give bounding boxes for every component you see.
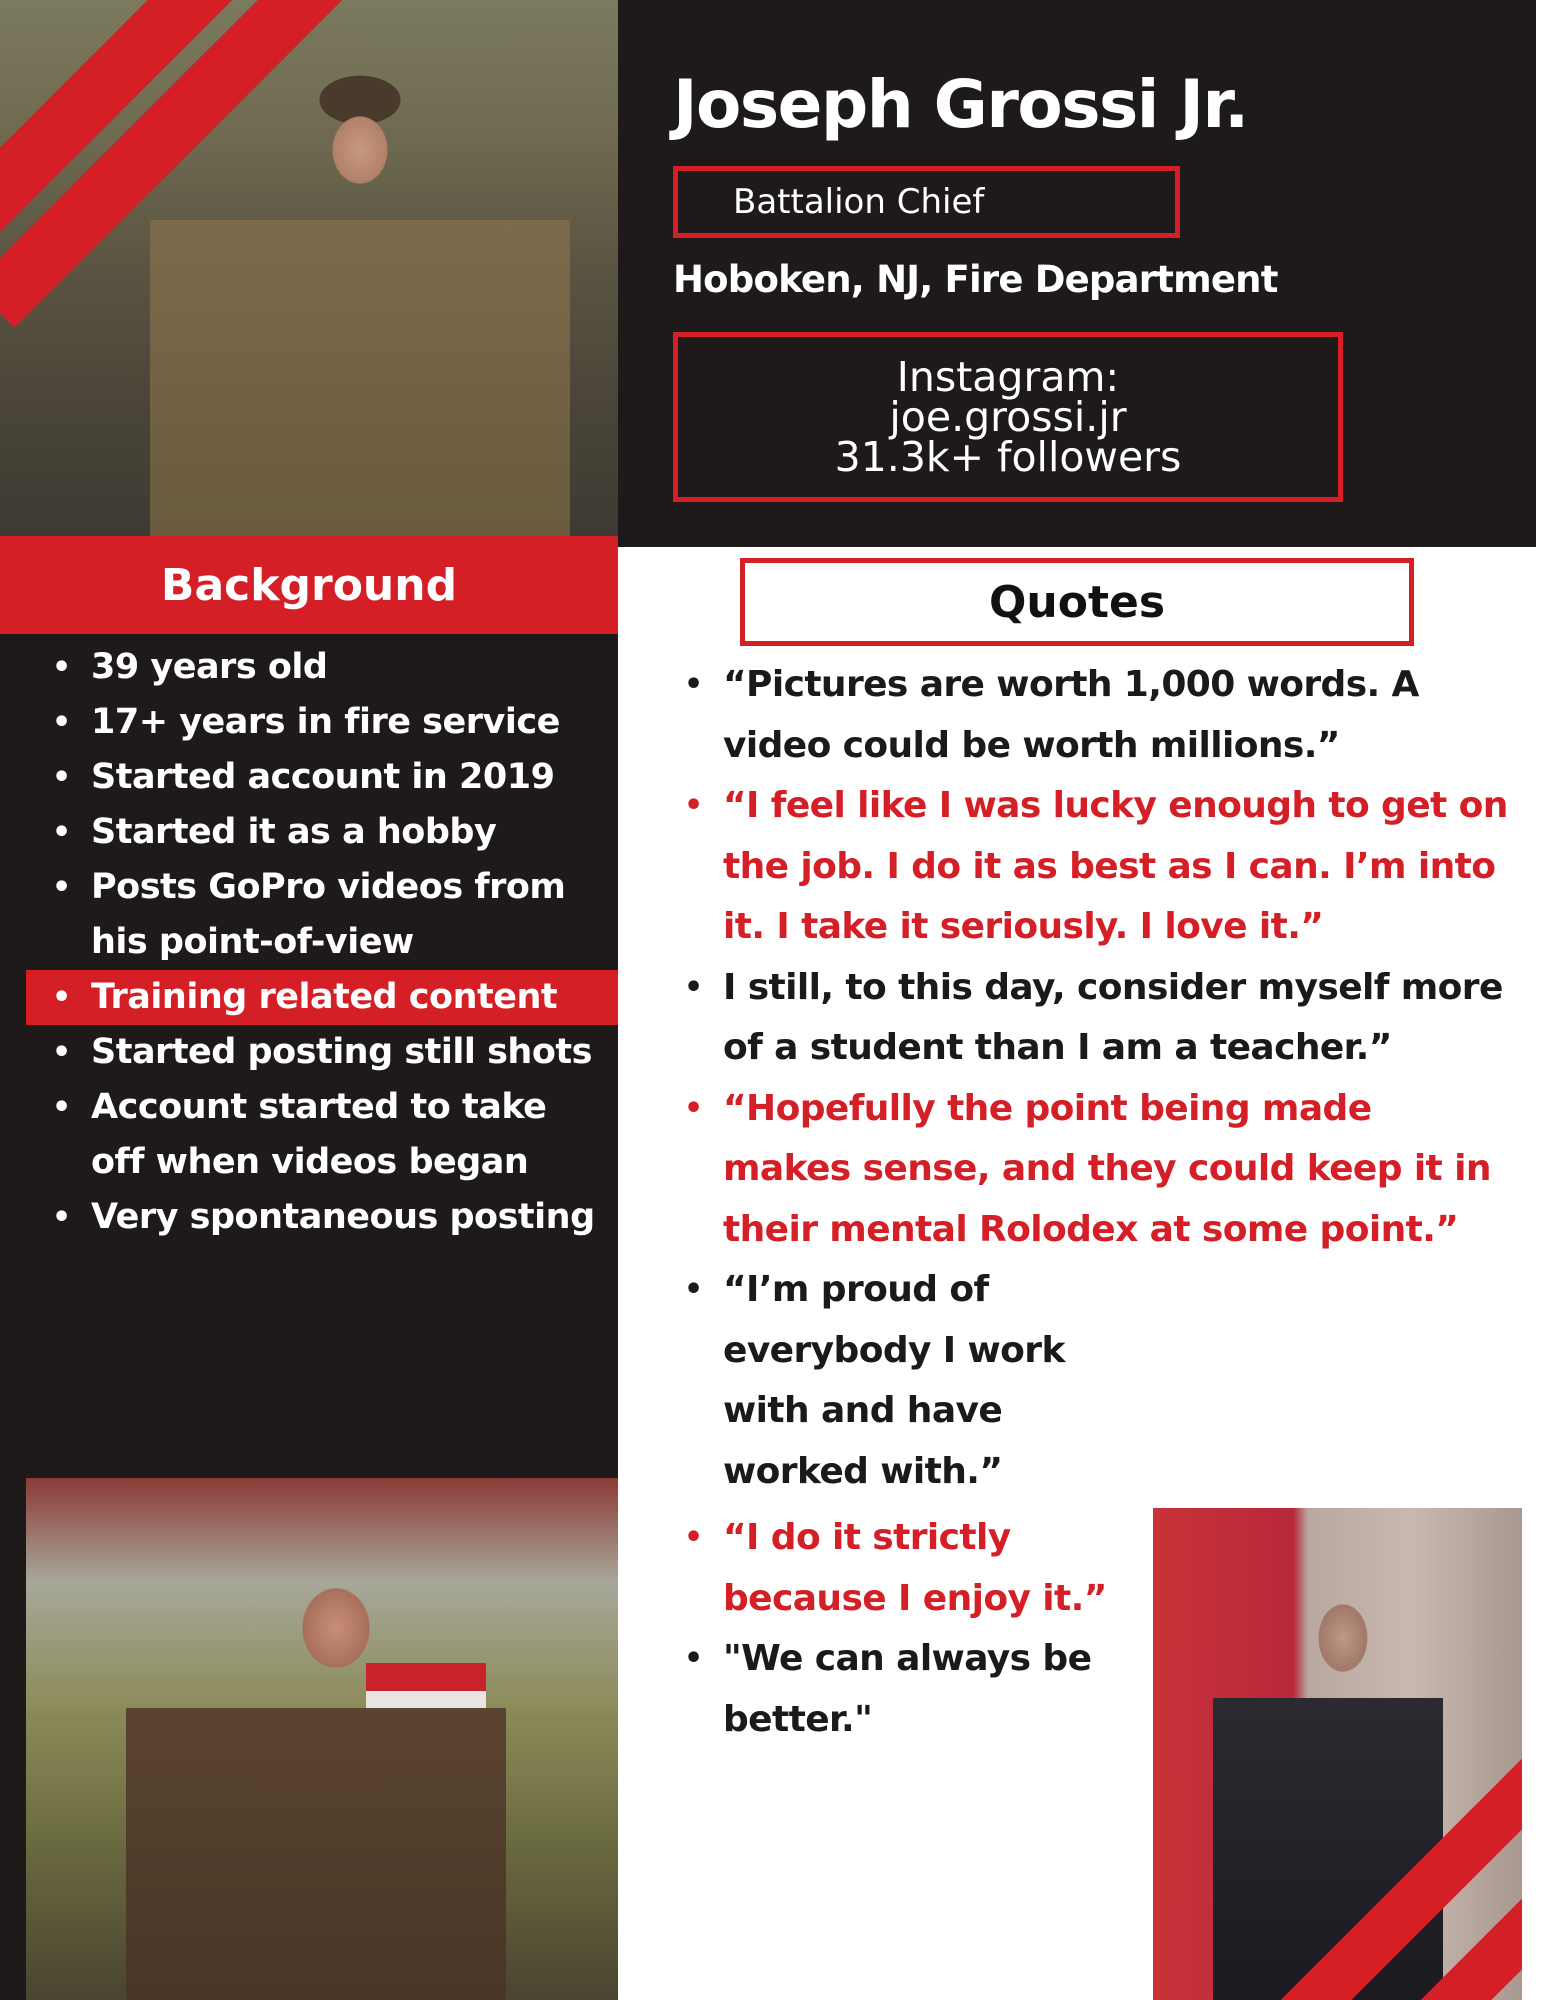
quote-item: • “Pictures are worth 1,000 words. A video could be worth millions.” <box>680 655 1510 776</box>
profile-header <box>618 0 1536 547</box>
background-heading: Background <box>160 559 458 611</box>
instagram-box <box>673 332 1343 502</box>
quote-item: • I still, to this day, consider myself more of a student than I am a teacher.” <box>680 958 1510 1079</box>
profile-department: Hoboken, NJ, Fire Department <box>673 258 1278 301</box>
instagram-label: Instagram: <box>896 353 1120 401</box>
background-item: • Started it as a hobby <box>0 805 618 860</box>
profile-photo-top <box>0 0 618 536</box>
background-item: • Account started to take off when videos began <box>0 1080 618 1190</box>
firehouse-photo-bottom-right <box>1153 1508 1522 2000</box>
firefighter-figure <box>126 1538 506 2000</box>
instagram-handle: joe.grossi.jr <box>889 393 1127 441</box>
background-list <box>0 640 618 1245</box>
firefighter-figure <box>150 70 570 536</box>
title-box <box>673 166 1180 238</box>
quote-item: • "We can always be better." <box>680 1629 1150 1750</box>
quotes-heading-box <box>740 558 1414 646</box>
background-item: • Started account in 2019 <box>0 750 618 805</box>
profile-name: Joseph Grossi Jr. <box>673 66 1248 143</box>
background-item: • Started posting still shots <box>0 1025 618 1080</box>
quote-item-red: • “I do it strictly because I enjoy it.” <box>680 1508 1150 1629</box>
instagram-followers: 31.3k+ followers <box>834 433 1182 481</box>
quotes-heading: Quotes <box>988 576 1166 628</box>
background-item-highlighted: • Training related content <box>26 970 618 1025</box>
background-heading-band <box>0 536 618 634</box>
quote-item: • “I’m proud of everybody I work with and have worked with.” <box>680 1260 1150 1502</box>
quote-item-red: • “I feel like I was lucky enough to get on the job. I do it as best as I can. I’m into it. I take it seriously. I love it.” <box>680 776 1510 958</box>
quote-item-red: • “Hopefully the point being made makes sense, and they could keep it in their mental Rolodex at some point.” <box>680 1079 1510 1261</box>
action-photo-bottom-left <box>26 1478 618 2000</box>
background-item: • 17+ years in fire service <box>0 695 618 750</box>
profile-title: Battalion Chief <box>733 182 985 222</box>
background-item: • 39 years old <box>0 640 618 695</box>
background-item: • Posts GoPro videos from his point-of-view <box>0 860 618 970</box>
background-item: • Very spontaneous posting <box>0 1190 618 1245</box>
